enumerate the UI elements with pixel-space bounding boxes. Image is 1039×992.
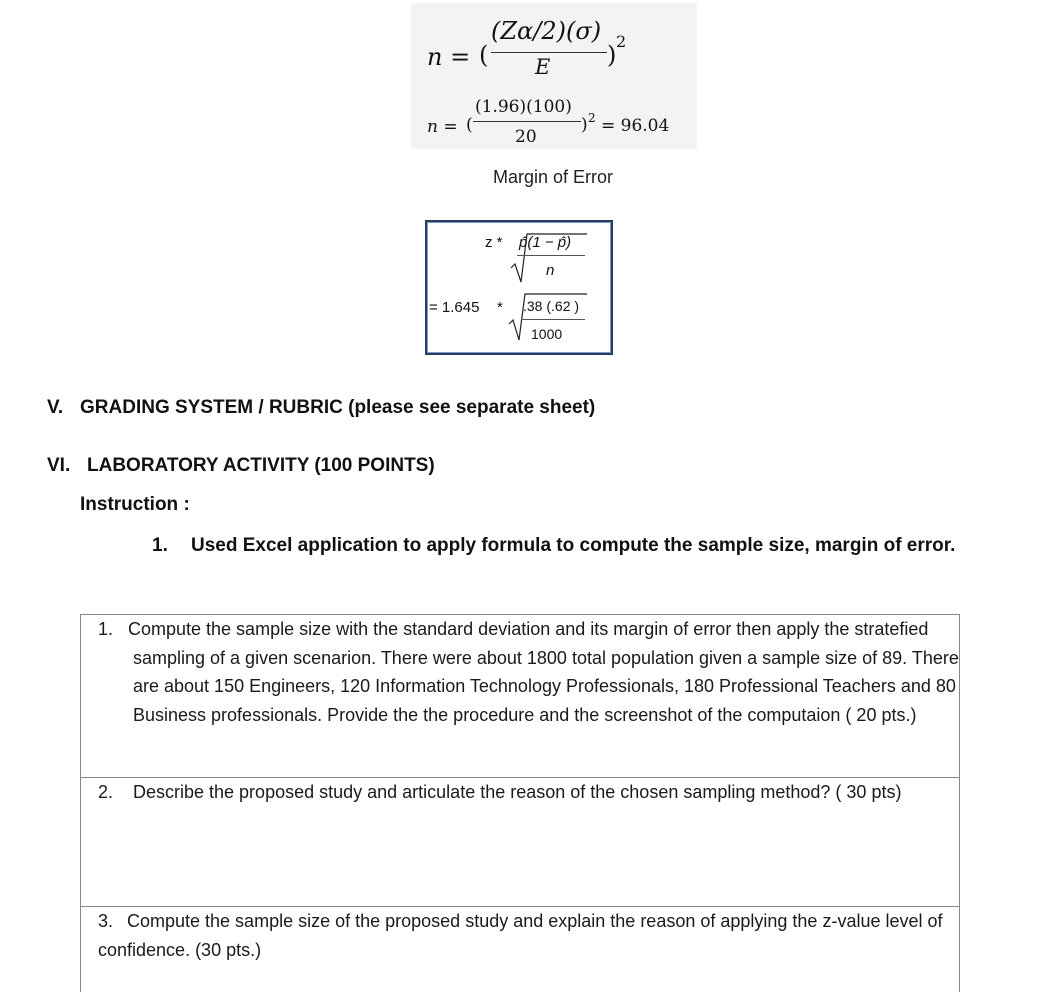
formula2-n-lhs: n =	[427, 117, 458, 137]
section-vi-numeral: VI.	[47, 455, 71, 476]
moe-den-value: 1000	[531, 326, 563, 342]
formula-numerator: (Zα/2)(σ)	[491, 17, 602, 45]
formula2-result: = 96.04	[601, 116, 670, 136]
formula-fraction-bar	[491, 52, 607, 53]
activity-number: 2.	[98, 782, 114, 802]
moe-z-star: z *	[485, 234, 503, 251]
formula2-denominator: 20	[515, 127, 537, 147]
section-v-numeral: V.	[47, 397, 64, 418]
moe-values-fraction-bar	[521, 319, 585, 320]
activity-text-line: are about 150 Engineers, 120 Information Technology Professionals, 180 Professional Teachers and 80	[133, 676, 956, 696]
activity-text-line: Business professionals. Provide the the procedure and the screenshot of the computaion ( 20 pts.)	[133, 704, 917, 725]
moe-equals-z: = 1.645	[429, 299, 480, 316]
sample-size-formula	[411, 3, 697, 149]
moe-num-values: .38 (.62 )	[523, 298, 580, 314]
activity-number: 1.	[98, 619, 114, 639]
moe-fraction-bar	[517, 255, 585, 256]
table-row	[81, 615, 959, 778]
activity-text-line: Compute the sample size of the proposed study and explain the reason of applying the z-value level of	[127, 911, 943, 931]
formula-denominator: E	[535, 55, 551, 79]
moe-numerator: p̂(1 − p̂)	[519, 234, 572, 251]
formula2-exponent: 2	[588, 111, 596, 125]
formula-close-paren: )	[607, 41, 617, 69]
section-v-title: GRADING SYSTEM / RUBRIC (please see separate sheet)	[80, 397, 596, 418]
activity-text-line: sampling of a given scenarion. There were about 1800 total population given a sample size of 89. There	[133, 647, 959, 668]
formula-n-lhs: n =	[427, 43, 471, 71]
formula-open-paren: (	[479, 41, 489, 69]
moe-denominator: n	[546, 262, 555, 279]
margin-of-error-formula	[425, 220, 613, 355]
activity-text-line: Describe the proposed study and articulate the reason of the chosen sampling method? ( 30 pts)	[133, 782, 902, 802]
activity-text-line: Compute the sample size with the standard deviation and its margin of error then apply the stratefied	[128, 619, 929, 639]
table-row	[81, 907, 959, 992]
formula2-fraction-bar	[473, 121, 581, 122]
section-vi-title: LABORATORY ACTIVITY (100 POINTS)	[87, 455, 435, 476]
activity-number: 3.	[98, 911, 114, 931]
table-row	[81, 778, 959, 907]
instruction-item-number: 1.	[152, 535, 168, 556]
margin-of-error-caption: Margin of Error	[493, 167, 614, 187]
formula-exponent: 2	[616, 32, 627, 51]
moe-times: *	[497, 299, 503, 316]
formula2-numerator: (1.96)(100)	[475, 97, 572, 117]
activity-table	[80, 614, 960, 992]
activity-text-line: confidence. (30 pts.)	[98, 939, 262, 960]
formula2-open-paren: (	[466, 115, 473, 135]
instruction-item-text: Used Excel application to apply formula to compute the sample size, margin of error.	[191, 535, 956, 556]
formula2-close-paren: )	[581, 115, 588, 135]
instruction-label: Instruction :	[80, 494, 190, 515]
